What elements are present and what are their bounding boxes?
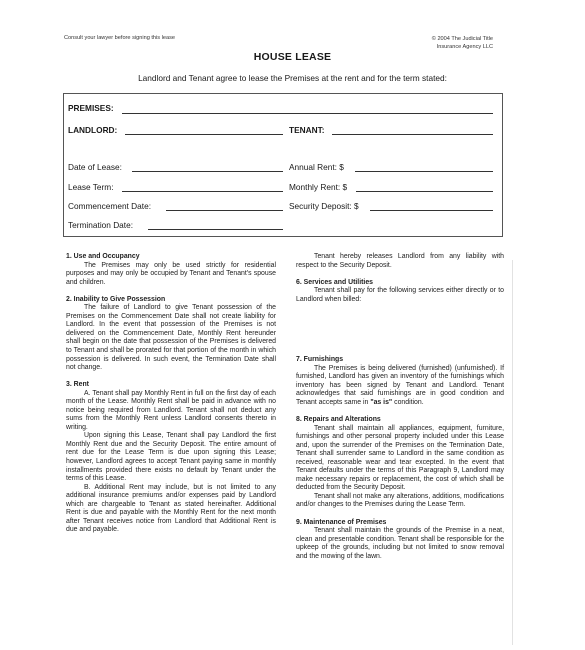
section-1-body: The Premises may only be used strictly for residential purposes and may only be occupied by Tenant and Tenant's spouse and children. [66, 261, 276, 286]
section-9-heading: 9. Maintenance of Premises [296, 518, 387, 526]
commencement-date-label: Commencement Date: [68, 201, 152, 211]
annual-rent-field[interactable] [355, 171, 493, 172]
lease-terms-left-column [66, 253, 276, 535]
commencement-date-field[interactable] [166, 210, 283, 211]
as-is-emphasis: "as is" [370, 398, 393, 406]
termination-date-label: Termination Date: [68, 220, 134, 230]
section-2-body: The failure of Landlord to give Tenant possession of the Premises on the Commencement Date shall not create liability for Landlord. In the event that possession of the Premises is not delivered on the Commencement Date, Monthly Rent hereunder shall begin on the date that possession of the Premises is delivered to Tenant and shall be prorated for that portion of the month in which possession is delivered. In such event, the Termination Date shall not change. [66, 304, 276, 372]
landlord-label: LANDLORD: [68, 125, 118, 135]
deposit-release-text: Tenant hereby releases Landlord from any liability with respect to the Security Deposit. [296, 253, 504, 269]
lease-term-field[interactable] [122, 191, 283, 192]
services-blank-area [296, 304, 504, 356]
lease-term-label: Lease Term: [68, 182, 114, 192]
annual-rent-label: Annual Rent: $ [289, 162, 344, 172]
section-7-text: The Premises is being delivered (furnished) (unfurnished). If furnished, Landlord has given an inventory of the furnishings which inventory has been signed by Tenant and Landlord. Tenant acknowledges that said furnishings are in good condition and Tenant accepts same in [296, 364, 504, 406]
landlord-field[interactable] [125, 134, 283, 135]
page-title: HOUSE LEASE [253, 51, 332, 63]
section-6-heading: 6. Services and Utilities [296, 278, 373, 286]
section-7-text-end: condition. [394, 398, 424, 406]
premises-field[interactable] [122, 113, 493, 114]
vertical-scrollbar[interactable] [512, 260, 513, 645]
intro-statement: Landlord and Tenant agree to lease the Premises at the rent and for the term stated: [138, 73, 447, 83]
section-6-body: Tenant shall pay for the following services either directly or to Landlord when billed: [296, 287, 504, 303]
lawyer-note: Consult your lawyer before signing this lease [64, 35, 176, 41]
security-deposit-field[interactable] [370, 210, 493, 211]
copyright-line-1: © 2004 The Judicial Title [431, 36, 493, 42]
section-8-body-2: Tenant shall not make any alterations, additions, modifications and/or changes to the Premises during the Lease Term. [296, 492, 504, 509]
premises-label: PREMISES: [68, 103, 114, 113]
section-8-heading: 8. Repairs and Alterations [296, 416, 381, 424]
date-of-lease-label: Date of Lease: [68, 162, 122, 172]
termination-date-field[interactable] [148, 229, 283, 230]
copyright-line-2: Insurance Agency LLC [436, 44, 493, 51]
section-7-heading: 7. Furnishings [296, 356, 344, 364]
tenant-label: TENANT: [289, 125, 325, 135]
security-deposit-label: Security Deposit: $ [289, 201, 359, 211]
section-1-heading: 1. Use and Occupancy [66, 253, 140, 260]
section-3-paragraph-b: B. Additional Rent may include, but is not limited to any additional insurance premiums and/or expenses paid by Landlord which are chargeable to Tenant as stated hereinafter. Additional Rent is due and payable with the Monthly Rent for the next month after Tenant receives notice from Landlord that Additional Rent is due and payable. [66, 483, 276, 534]
lease-details-box [63, 93, 503, 237]
section-7-body [296, 365, 504, 408]
section-9-body: Tenant shall maintain the grounds of the Premise in a neat, clean and presentable condition. Tenant shall be responsible for the upkeep of the grounds, including but not limited to snow removal and the mowing of the lawn. [296, 527, 504, 560]
tenant-field[interactable] [332, 134, 493, 135]
copyright-notice [432, 35, 493, 52]
date-of-lease-field[interactable] [132, 171, 283, 172]
section-2-heading: 2. Inability to Give Possession [66, 295, 166, 303]
section-8-body-1: Tenant shall maintain all appliances, equipment, furniture, furnishings and other personal property included under this Lease and, upon the surrender of the Premises on the Termination Date, Tenant shall surrender same to Landlord in the same condition as received, reasonable wear and tear excepted. In the event that Tenant defaults under the terms of this Paragraph 9, Landlord may make necessary repairs or replacement, the cost of which shall be deducted from the Security Deposit. [296, 424, 504, 492]
monthly-rent-label: Monthly Rent: $ [289, 182, 348, 192]
section-3-paragraph-a2: Upon signing this Lease, Tenant shall pay Landlord the first Monthly Rent due and the Security Deposit. The entire amount of rent due for the Lease Term is due upon signing this Lease; however, Landlord agrees to accept Tenant paying same in monthly installments provided there exists no default by Tenant under the terms of this Lease. [66, 432, 276, 483]
monthly-rent-field[interactable] [356, 191, 493, 192]
lease-terms-right-column [296, 253, 504, 561]
section-3-paragraph-a: A. Tenant shall pay Monthly Rent in full on the first day of each month of the Lease. Monthly Rent shall be paid in advance with no notice being required from Landlord. Tenant shall not deduct any sums from the Monthly Rent unless Landlord consents thereto in writing. [66, 389, 276, 431]
section-3-heading: 3. Rent [66, 381, 89, 389]
